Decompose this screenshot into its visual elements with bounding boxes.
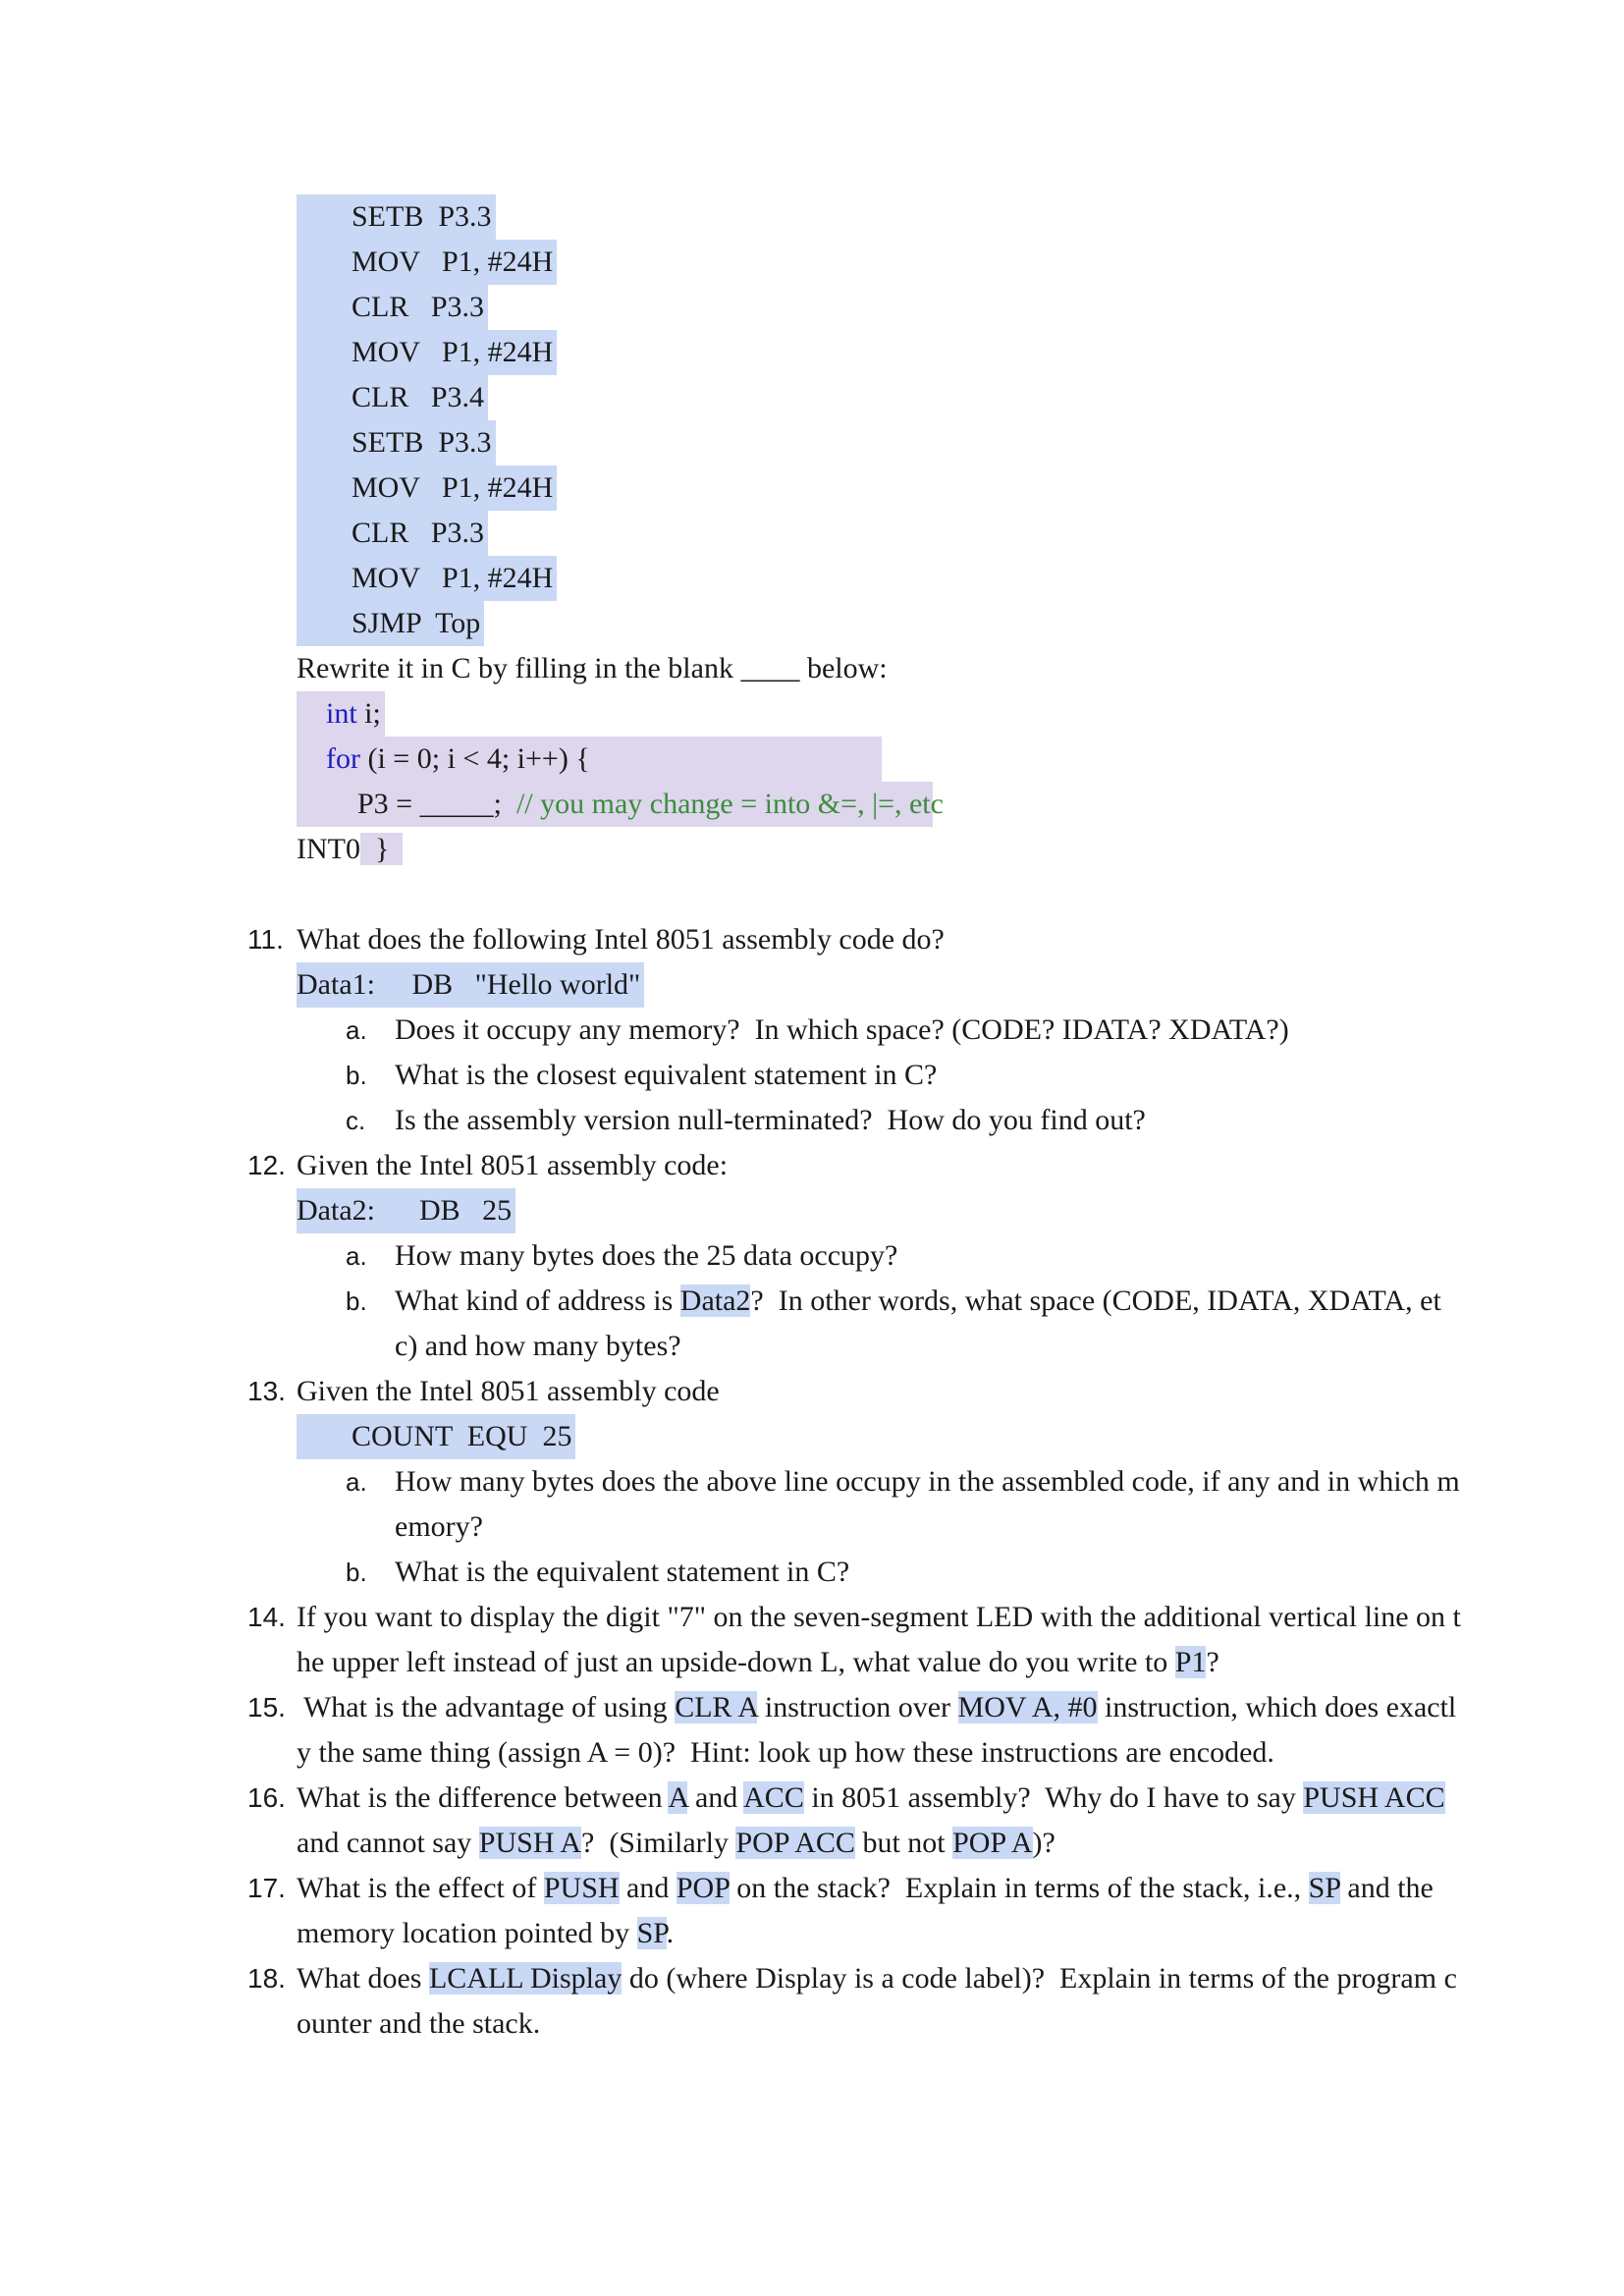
- code-snippet: Data2: DB 25: [297, 1188, 515, 1233]
- asm-line: MOV P1, #24H: [297, 240, 557, 285]
- text-run: and the: [1339, 1872, 1434, 1904]
- highlight-term: PUSH ACC: [1303, 1781, 1445, 1814]
- c-line-for: [297, 737, 882, 782]
- c-line-close: [297, 827, 403, 872]
- question-number: 13.: [247, 1376, 286, 1406]
- highlight-term: ACC: [743, 1781, 804, 1814]
- asm-line: SETB P3.3: [297, 194, 496, 240]
- asm-line: SETB P3.3: [297, 420, 496, 465]
- question-number: 16.: [247, 1782, 286, 1813]
- text-run: on the stack? Explain in terms of the stack, i.e.,: [729, 1872, 1309, 1904]
- question-number: 15.: [247, 1692, 286, 1722]
- text-run: and cannot say: [297, 1827, 479, 1859]
- highlight-term: SP: [1308, 1872, 1340, 1904]
- text-run: What does: [297, 1962, 429, 1995]
- sub-question-text: emory?: [395, 1510, 483, 1543]
- asm-line: MOV P1, #24H: [297, 330, 557, 375]
- c-brace: }: [360, 833, 403, 865]
- sub-question-text: What is the equivalent statement in C?: [395, 1556, 850, 1588]
- highlight-term: POP A: [952, 1827, 1033, 1859]
- question-text: [297, 1685, 1456, 1730]
- sub-label: a.: [346, 1241, 367, 1271]
- question-text: y the same thing (assign A = 0)? Hint: look up how these instructions are encoded.: [297, 1736, 1274, 1769]
- question-text: [297, 1911, 674, 1956]
- highlight-term: CLR A: [675, 1691, 758, 1723]
- highlight-term: LCALL Display: [428, 1962, 623, 1995]
- highlight-term: PUSH A: [478, 1827, 581, 1859]
- sub-label: a.: [346, 1467, 367, 1497]
- c-text: P3 = _____;: [357, 788, 516, 820]
- asm-line: CLR P3.3: [297, 511, 488, 556]
- question-number: 18.: [247, 1963, 286, 1994]
- text-run: ? (Similarly: [581, 1827, 736, 1859]
- text-run: he upper left instead of just an upside-down L, what value do you write to: [297, 1646, 1175, 1678]
- sub-label: b.: [346, 1286, 367, 1316]
- sub-label: c.: [346, 1106, 366, 1135]
- text-run: but not: [854, 1827, 953, 1859]
- rewrite-prompt: Rewrite it in C by filling in the blank ____ below:: [297, 652, 888, 684]
- highlight-term: SP: [636, 1917, 667, 1949]
- highlight-term: MOV A, #0: [957, 1691, 1098, 1723]
- highlight-term: POP: [676, 1872, 730, 1904]
- text-run: What kind of address is: [395, 1285, 680, 1317]
- asm-line: SJMP Top: [297, 601, 484, 646]
- text-run: What is the advantage of using: [297, 1691, 676, 1723]
- c-keyword: for: [326, 742, 360, 775]
- c-keyword: int: [326, 697, 357, 730]
- code-label: INT0: [297, 833, 360, 865]
- c-line-int: [297, 691, 385, 737]
- question-number: 17.: [247, 1873, 286, 1903]
- question-number: 14.: [247, 1602, 286, 1632]
- sub-question-text: What is the closest equivalent statement in C?: [395, 1059, 938, 1091]
- text-run: in 8051 assembly? Why do I have to say: [803, 1781, 1304, 1814]
- highlight-term: Data2: [679, 1285, 751, 1317]
- question-text: Given the Intel 8051 assembly code:: [297, 1149, 729, 1181]
- sub-label: b.: [346, 1061, 367, 1090]
- sub-question-text: Does it occupy any memory? In which space? (CODE? IDATA? XDATA?): [395, 1013, 1289, 1046]
- text-run: and: [619, 1872, 677, 1904]
- code-snippet: Data1: DB "Hello world": [297, 962, 644, 1008]
- sub-question-text: Is the assembly version null-terminated? How do you find out?: [395, 1104, 1146, 1136]
- text-run: What is the effect of: [297, 1872, 544, 1904]
- text-run: )?: [1032, 1827, 1056, 1859]
- sub-label: b.: [346, 1558, 367, 1587]
- question-text: [297, 1640, 1219, 1685]
- question-number: 11.: [247, 924, 284, 955]
- asm-line: MOV P1, #24H: [297, 465, 557, 511]
- question-text: Given the Intel 8051 assembly code: [297, 1375, 720, 1407]
- text-run: instruction, which does exactl: [1097, 1691, 1457, 1723]
- highlight-term: POP ACC: [735, 1827, 855, 1859]
- text-run: ? In other words, what space (CODE, IDATA, XDATA, et: [750, 1285, 1441, 1317]
- text-run: .: [666, 1917, 675, 1949]
- sub-label: a.: [346, 1015, 367, 1045]
- c-text: (i = 0; i < 4; i++) {: [359, 742, 590, 775]
- question-text: [297, 1821, 1056, 1866]
- text-run: What is the difference between: [297, 1781, 669, 1814]
- text-run: and: [687, 1781, 744, 1814]
- asm-line: CLR P3.4: [297, 375, 488, 420]
- question-text: What does the following Intel 8051 assembly code do?: [297, 923, 945, 956]
- text-run: ?: [1206, 1646, 1219, 1678]
- question-text: [297, 1956, 1457, 2001]
- sub-question-text: [395, 1279, 1441, 1324]
- highlight-term: P1: [1174, 1646, 1207, 1678]
- c-text: i;: [356, 697, 381, 730]
- question-text: ounter and the stack.: [297, 2007, 541, 2040]
- asm-line: MOV P1, #24H: [297, 556, 557, 601]
- question-number: 12.: [247, 1150, 286, 1180]
- c-line-assign: [297, 782, 944, 827]
- sub-question-text: How many bytes does the 25 data occupy?: [395, 1239, 898, 1272]
- text-run: memory location pointed by: [297, 1917, 637, 1949]
- text-run: instruction over: [757, 1691, 958, 1723]
- highlight-term: PUSH: [543, 1872, 620, 1904]
- asm-line: CLR P3.3: [297, 285, 488, 330]
- text-run: do (where Display is a code label)? Explain in terms of the program c: [622, 1962, 1457, 1995]
- highlight-term: A: [668, 1781, 688, 1814]
- question-text: [297, 1776, 1445, 1821]
- c-comment: // you may change = into &=, |=, etc: [515, 788, 944, 820]
- sub-question-text: c) and how many bytes?: [395, 1330, 681, 1362]
- sub-question-text: How many bytes does the above line occupy in the assembled code, if any and in which m: [395, 1465, 1460, 1498]
- question-text: If you want to display the digit "7" on the seven-segment LED with the additional vertical line on t: [297, 1601, 1461, 1633]
- code-snippet: COUNT EQU 25: [297, 1414, 575, 1459]
- question-text: [297, 1866, 1434, 1911]
